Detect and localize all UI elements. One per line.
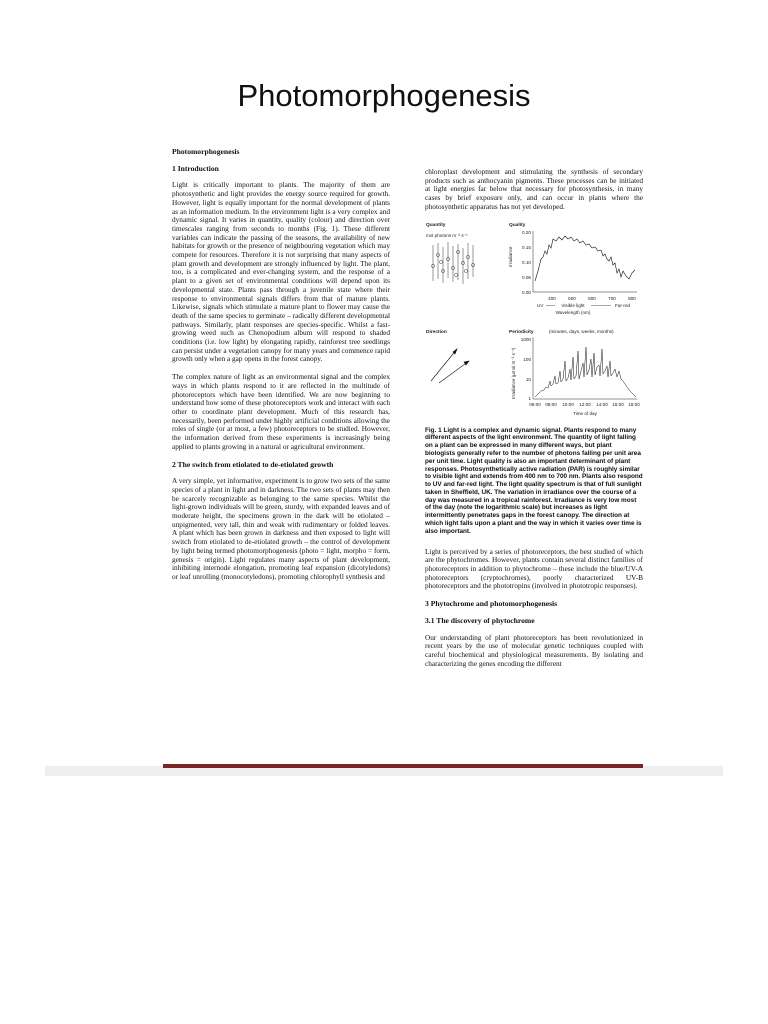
- periodicity-ytick: 1000: [520, 336, 531, 342]
- figure-1: [425, 221, 643, 421]
- quality-ytick: 0.00: [522, 289, 531, 295]
- page-footer-bar: [163, 764, 643, 768]
- quality-xlabel: Wavelength (nm): [555, 309, 591, 315]
- quality-ytick: 0.15: [522, 244, 531, 250]
- visible-light-label: Visible light: [561, 302, 585, 308]
- periodicity-note: (minutes, days, weeks, months): [549, 328, 614, 334]
- quality-xtick: 700: [608, 295, 616, 301]
- periodicity-ytick: 100: [523, 356, 531, 362]
- section-heading-discovery: 3.1 The discovery of phytochrome: [425, 615, 535, 625]
- quality-ytick: 0.10: [522, 259, 531, 265]
- quality-ytick: 0.20: [522, 229, 531, 235]
- rainforest-irradiance-line: [535, 347, 636, 397]
- paragraph: Light is critically important to plants. The majority of them are photosynthetic and light provides the energy source required for growth. However, light is equally important for the normal development of plants as an information medium. In the environment light is a very complex and dynamic signal. It varies in quantity, quality (colour) and direction over timescales ranging from seconds to months (Fig. 1). These different variables can indicate the passing of the seasons, the availability of new habitats for growth or the presence of neighbouring vegetation which may compete for resources. Therefore it is not surprising that many aspects of plant growth and development are strongly influenced by light. The plant, too, is a complicated and ever-changing system, and the response of a plant to a given set of environmental conditions will depend upon its developmental state. Plants pass through a juvenile state where their response to environmental signals differs from that of mature plants. Likewise, signals which stimulate a mature plant to flower may cause the death of the same species to germinate – radically different developmental pathways. Similarly, plant responses are species-specific. Whilst a fast-growing weed such as Chenopodium album will respond to shaded conditions (i.e. low light) by elongating rapidly, rainforest tree seedlings can persist under a vegetation canopy for many years and commence rapid growth only when a gap opens in the forest canopy.: [172, 180, 390, 364]
- periodicity-ylabel: Irradiance (μmol m⁻² s⁻¹): [511, 347, 516, 399]
- quantity-title: Quantity: [426, 222, 446, 228]
- periodicity-xtick: 10:00: [562, 401, 574, 407]
- periodicity-title: Periodicity: [509, 329, 534, 335]
- far-red-label: Far-red: [615, 302, 631, 308]
- direction-arrows-icon: [431, 349, 469, 383]
- periodicity-xtick: 18:00: [628, 401, 640, 407]
- periodicity-xtick: 12:00: [579, 401, 591, 407]
- left-column: [172, 148, 390, 591]
- direction-title: Direction: [426, 329, 447, 335]
- periodicity-ytick: 1: [528, 395, 531, 401]
- paragraph: Our understanding of plant photoreceptors has been revolutionized in recent years by the use of molecular genetic techniques coupled with careful biochemical and physiological measurements. By isolating and characterizing the genes encoding the different: [425, 632, 643, 668]
- quality-axes: [533, 231, 637, 292]
- quality-ylabel: Irradiance: [508, 246, 513, 267]
- quantity-units: mol photons m⁻² s⁻¹: [426, 232, 468, 238]
- periodicity-xtick: 16:00: [612, 401, 624, 407]
- periodicity-ytick: 10: [525, 376, 531, 382]
- section-heading-phytochrome: 3 Phytochrome and photomorphogenesis: [425, 599, 558, 609]
- paragraph: A very simple, yet informative, experiment is to grow two sets of the same species of a plant in light and in darkness. The two sets of plants may then be scarcely recognizable as belonging to the same species. Whilst the light-grown individuals will be green, sturdy, with expanded leaves and of moderate height, the specimens grown in the dark will be etiolated – unpigmented, very tall, thin and weak with rudimentary or folded leaves. A plant which has been grown in darkness and then exposed to light will switch from etiolated to de-etiolated growth – the control of development by light being termed photomorphogenesis (photo = light, morpho = form, genesis = origin). Light regulates many aspects of plant development, inhibiting internode elongation, promoting leaf expansion (dicotyledons) or leaf unrolling (monocotyledons), promoting chlorophyll synthesis and: [172, 476, 390, 581]
- quality-xtick: 600: [588, 295, 596, 301]
- uv-label: UV: [537, 302, 544, 308]
- paragraph: Light is perceived by a series of photoreceptors, the best studied of which are the phytochromes. However, plants contain several distinct families of photoreceptors in addition to phytochrome – these include the blue/UV-A photoreceptors (cryptochromes), poorly characterized UV-B photoreceptors and the phototropins (involved in phototropic responses).: [425, 546, 643, 591]
- quality-ytick: 0.05: [522, 274, 531, 280]
- sunlight-spectrum-line: [535, 236, 635, 281]
- periodicity-xlabel: Time of day: [573, 410, 597, 416]
- right-column: [425, 168, 643, 677]
- section-heading-etiolation: 2 The switch from etiolated to de-etiolated growth: [172, 459, 334, 469]
- paragraph: The complex nature of light as an environmental signal and the complex ways in which plants respond to it are reflected in the multitude of photoreceptors which have been identified. We are now beginning to understand how some of these photoreceptors work and interact with each other to coordinate plant development. Much of this research has, necessarily, been performed under highly artificial conditions allowing the roles of single (or at most, a few) photoreceptors to be studied. However, the information derived from these experiments is increasingly being applied to plants growing in a natural or agricultural environment.: [172, 372, 390, 451]
- quality-xtick: 800: [628, 295, 636, 301]
- paragraph: chloroplast development and stimulating the synthesis of secondary products such as anthocyanin pigments. These processes can be initiated at light energies far below that necessary for photosynthesis, in many cases by brief exposure only, and can occur in plants where the photosynthetic apparatus has not yet developed.: [425, 167, 643, 211]
- periodicity-xtick: 14:00: [596, 401, 608, 407]
- periodicity-axes: [533, 337, 637, 399]
- section-heading-introduction: 1 Introduction: [172, 163, 219, 173]
- figure-caption: Fig. 1 Light is a complex and dynamic signal. Plants respond to many different aspects of the light environment. The quantity of light falling on a plant can be expressed in many different ways, but plant biologists generally refer to the number of photons falling per unit area per unit time. Light quality is also an important determinant of plant responses. Photosynthetically active radiation (PAR) is roughly similar to visible light and extends from 400 nm to 700 nm. Plants also respond to UV and far-red light. The light quality spectrum is that of full sunlight taken in Sheffield, UK. The variation in irradiance over the course of a day was measured in a tropical rainforest. Irradiance is very low most of the day (note the logarithmic scale) but increases as light intermittently penetrates gaps in the forest canopy. The direction at which light falls upon a plant and the way in which it varies over time is also important.: [425, 426, 643, 535]
- periodicity-xtick: 08:00: [545, 401, 557, 407]
- document-title: Photomorphogenesis: [172, 147, 240, 156]
- photon-illustration: [431, 242, 474, 284]
- quality-xtick: 400: [548, 295, 556, 301]
- periodicity-xtick: 06:00: [529, 401, 541, 407]
- quality-title: Quality: [509, 222, 526, 228]
- quality-xtick: 500: [568, 295, 576, 301]
- page-title: Photomorphogenesis: [237, 78, 531, 113]
